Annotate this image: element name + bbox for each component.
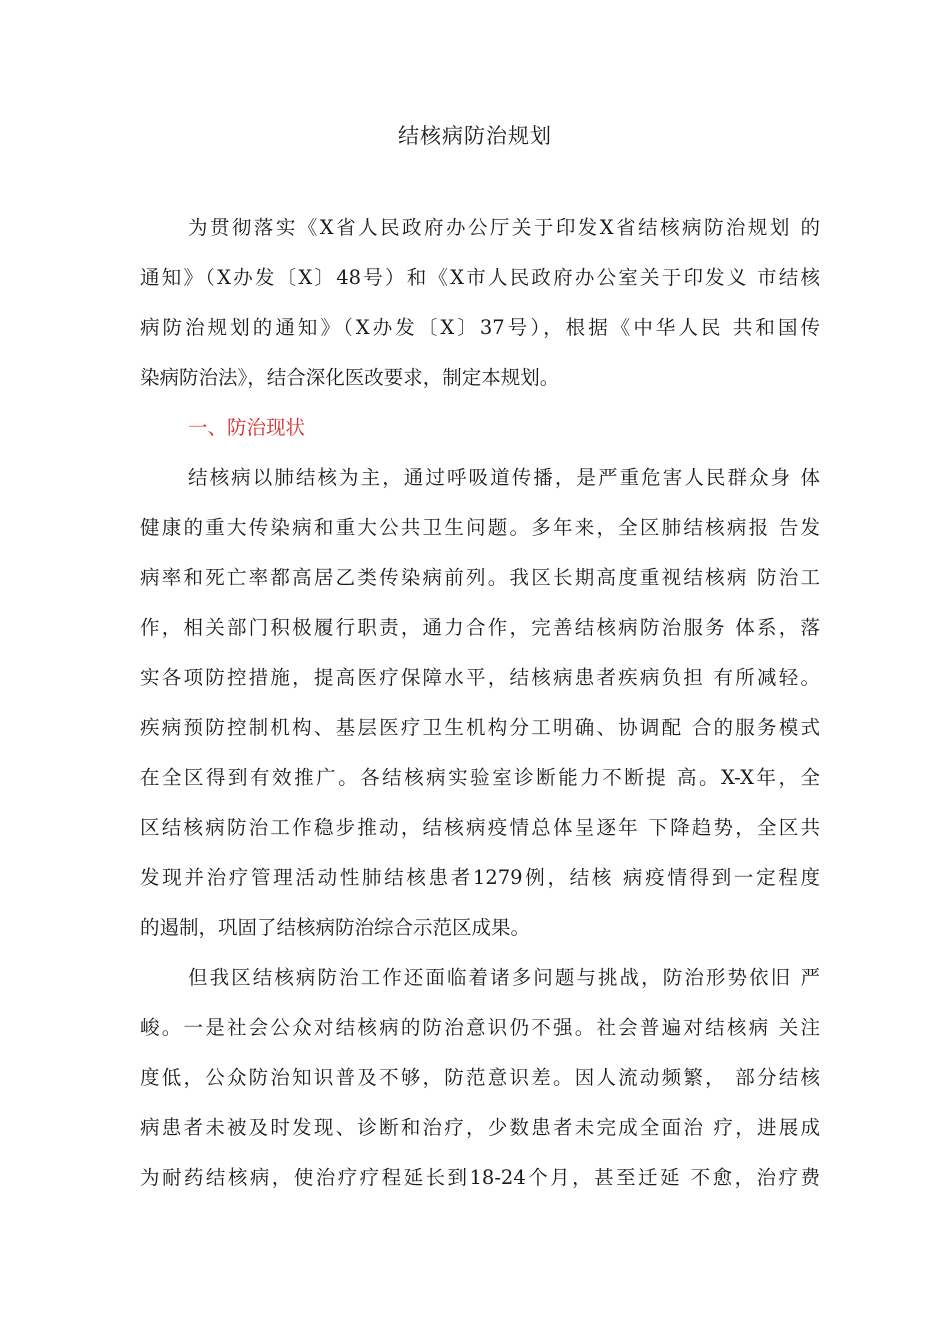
document-title: 结核病防治规划	[398, 124, 552, 148]
intro-line-3: 病防治规划的通知》（X办发〔X〕37号），根据《中华人民 共和国传	[140, 316, 820, 339]
intro-line-1: 为贯彻落实《X省人民政府办公厅关于印发X省结核病防治规划 的	[188, 216, 820, 239]
para2-line-5: 为耐药结核病，使治疗疗程延长到18-24个月，甚至迁延 不愈，治疗费	[140, 1166, 820, 1189]
intro-line-4: 染病防治法》，结合深化医改要求，制定本规划。	[140, 366, 560, 389]
para1-line-5: 实各项防控措施，提高医疗保障水平，结核病患者疾病负担 有所减轻。	[140, 666, 820, 689]
para1-line-1: 结核病以肺结核为主，通过呼吸道传播，是严重危害人民群众身 体	[188, 466, 820, 489]
para1-line-3: 病率和死亡率都高居乙类传染病前列。我区长期高度重视结核病 防治工	[140, 566, 820, 589]
intro-line-2: 通知》（X办发〔X〕48号）和《X市人民政府办公室关于印发义 市结核	[140, 266, 820, 289]
para1-line-2: 健康的重大传染病和重大公共卫生问题。多年来，全区肺结核病报 告发	[140, 516, 820, 539]
section-heading: 一、防治现状	[188, 416, 306, 439]
para2-line-4: 病患者未被及时发现、诊断和治疗，少数患者未完成全面治 疗，进展成	[140, 1116, 820, 1139]
para1-line-7: 在全区得到有效推广。各结核病实验室诊断能力不断提 高。X-X年，全	[140, 766, 820, 789]
para2-line-3: 度低，公众防治知识普及不够，防范意识差。因人流动频繁， 部分结核	[140, 1066, 820, 1089]
para1-line-4: 作，相关部门积极履行职责，通力合作，完善结核病防治服务 体系，落	[140, 616, 820, 639]
para2-line-2: 峻。一是社会公众对结核病的防治意识仍不强。社会普遍对结核病 关注	[140, 1016, 820, 1039]
para1-line-8: 区结核病防治工作稳步推动，结核病疫情总体呈逐年 下降趋势，全区共	[140, 816, 820, 839]
para1-line-9: 发现并治疗管理活动性肺结核患者1279例，结核 病疫情得到一定程度	[140, 866, 820, 889]
para1-line-6: 疾病预防控制机构、基层医疗卫生机构分工明确、协调配 合的服务模式	[140, 716, 820, 739]
para2-line-1: 但我区结核病防治工作还面临着诸多问题与挑战，防治形势依旧 严	[188, 966, 820, 989]
para1-line-10: 的遏制，巩固了结核病防治综合示范区成果。	[140, 916, 531, 939]
